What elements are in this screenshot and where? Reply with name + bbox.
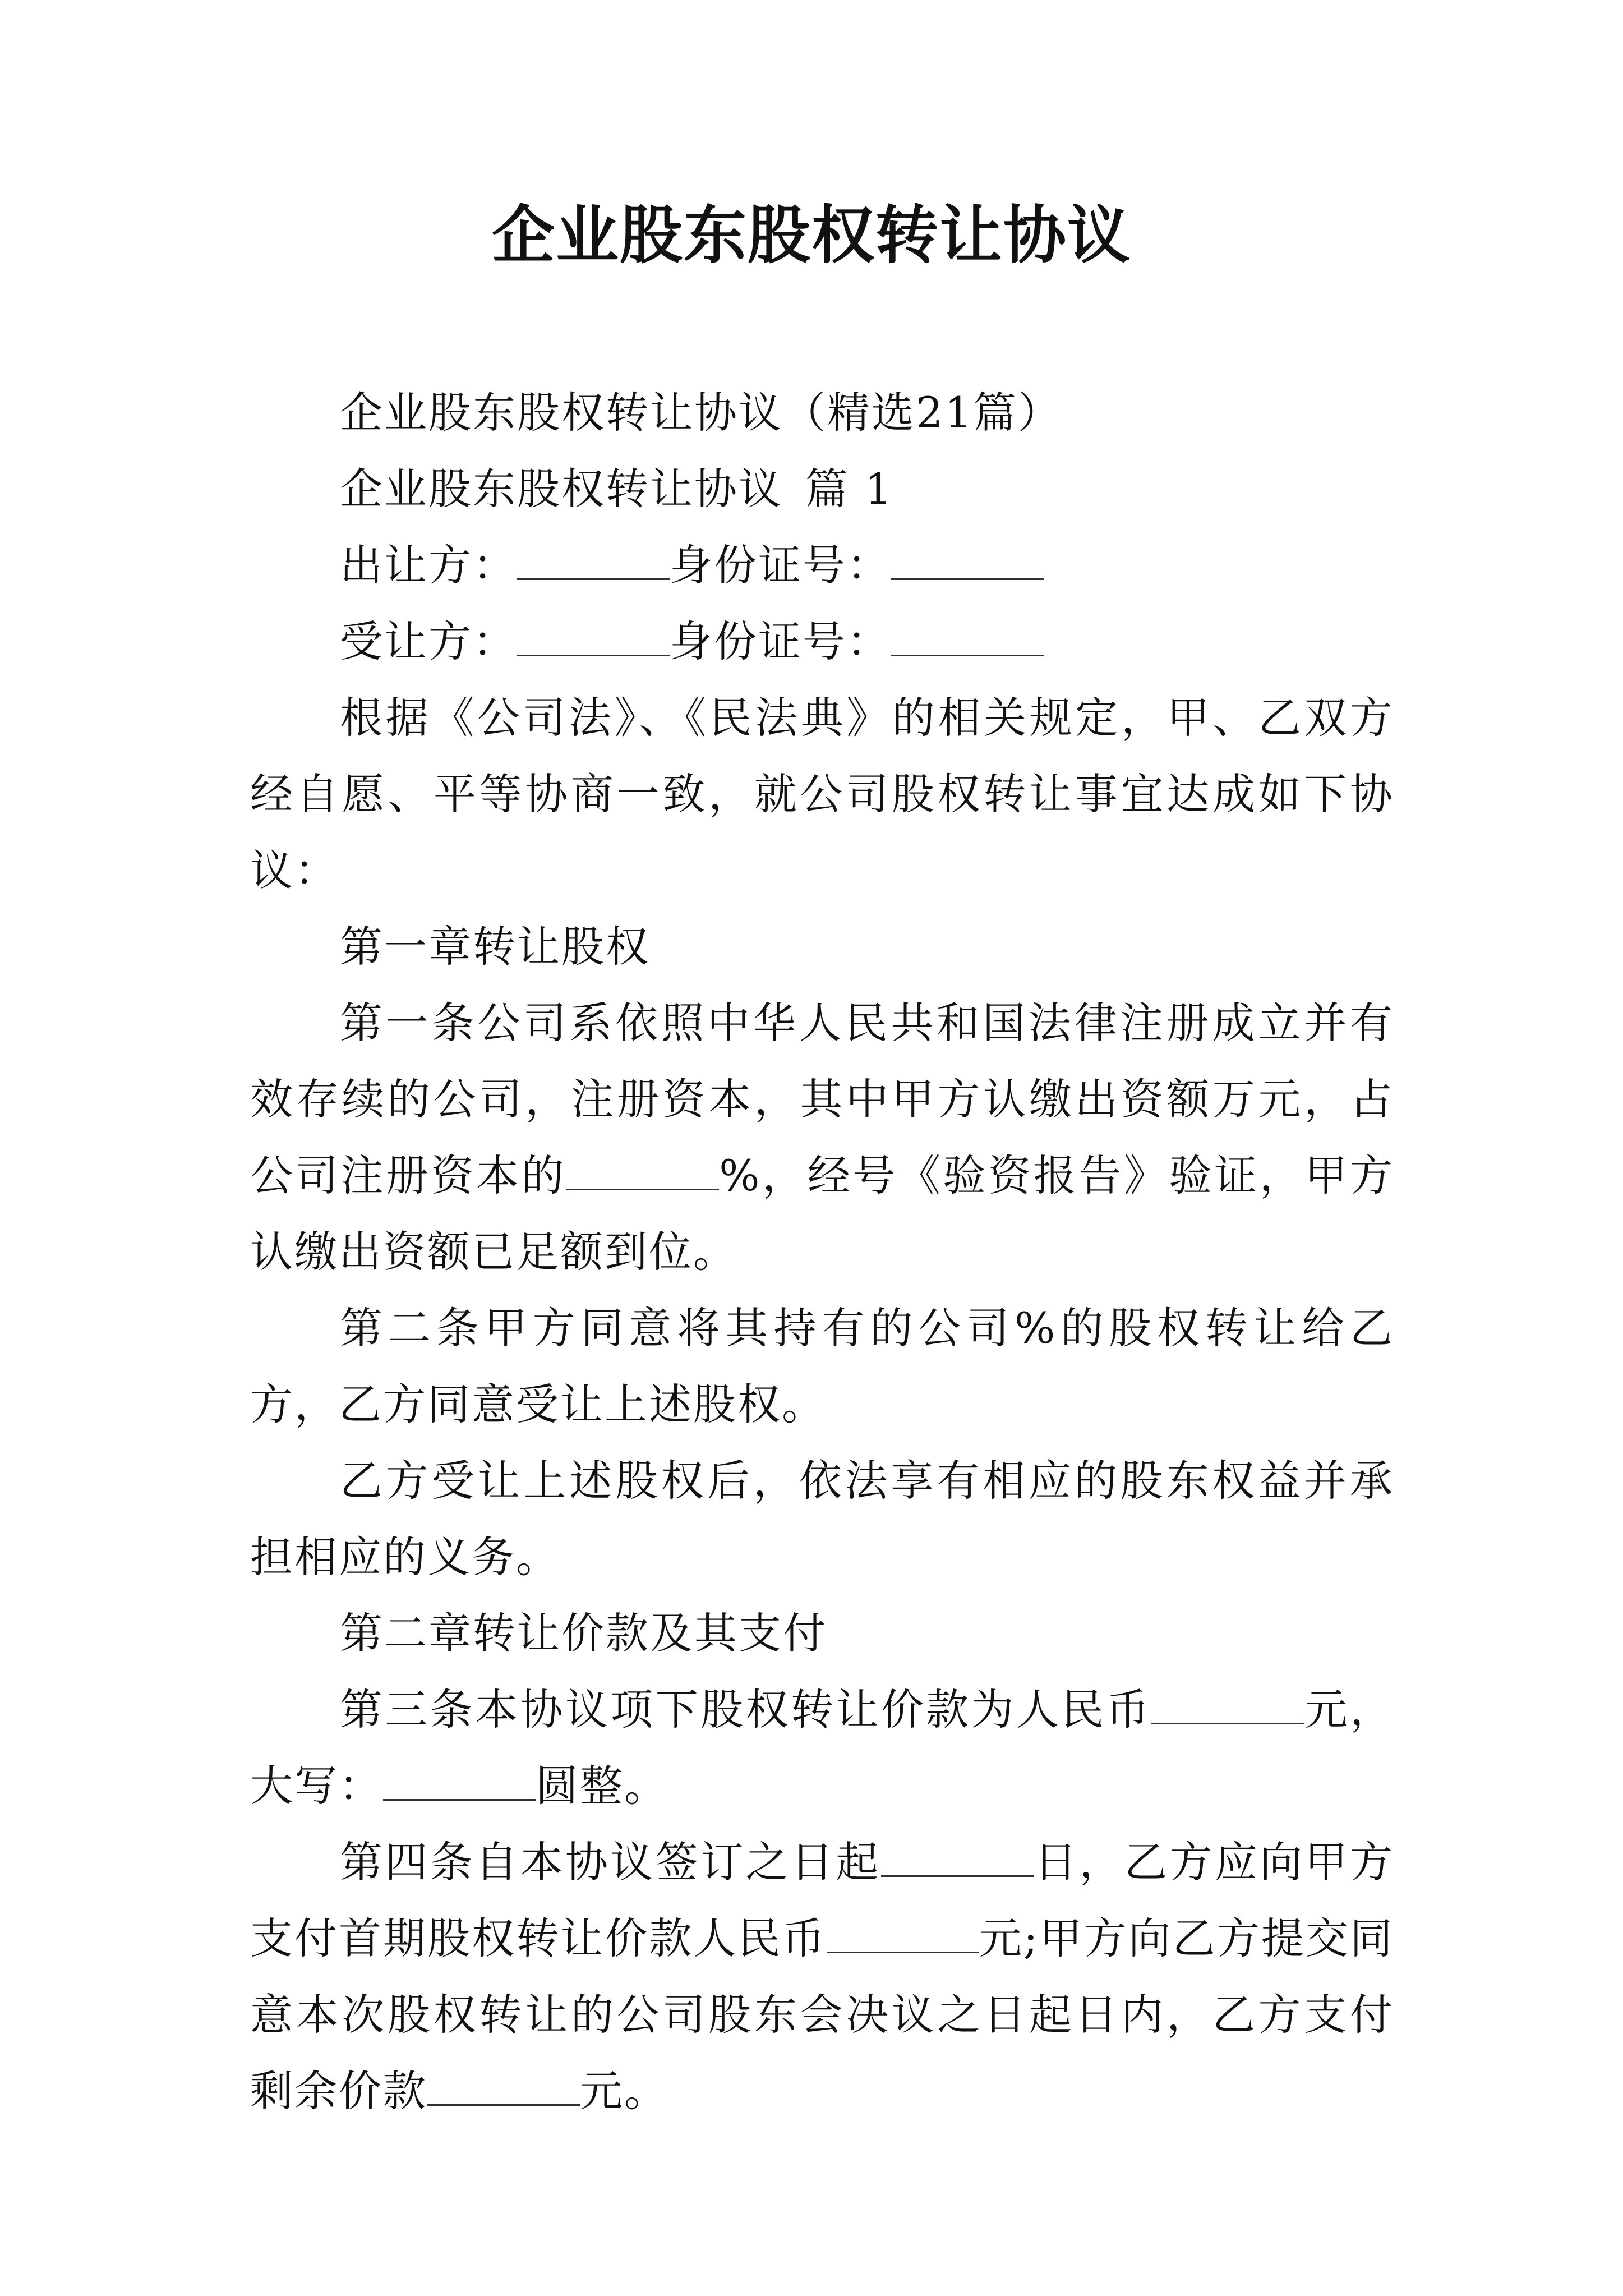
article-2-continuation: 乙方受让上述股权后，依法享有相应的股东权益并承担相应的义务。 <box>250 1456 1394 1582</box>
document-body <box>250 375 1394 2129</box>
article-3-text-c: 圆整。 <box>536 1761 668 1811</box>
days-blank <box>881 1836 1034 1877</box>
transferor-id-label: 身份证号： <box>670 540 891 590</box>
article-4-paragraph <box>250 1824 1394 2129</box>
article-4-text-c: 元;甲方向乙方提交同意本次股权转让的公司股东会决议之日起日内，乙方支付剩余价款 <box>250 1913 1395 2116</box>
transferee-id-label: 身份证号： <box>670 616 891 666</box>
first-payment-blank <box>827 1912 979 1953</box>
price-amount-blank <box>1151 1683 1304 1724</box>
transferee-label: 受让方： <box>340 616 517 666</box>
transferor-name-blank <box>517 539 670 580</box>
transferor-label: 出让方： <box>340 540 517 590</box>
article-4-text-d: 元。 <box>580 2066 668 2116</box>
transferee-line <box>250 604 1394 680</box>
subtitle: 企业股东股权转让协议（精选21篇） <box>340 388 1062 438</box>
article-4-text-a: 第四条自本协议签订之日起 <box>340 1837 881 1887</box>
section-number: 篇 1 <box>805 464 894 514</box>
chapter-2-heading: 第二章转让价款及其支付 <box>340 1608 827 1658</box>
subtitle-line <box>250 375 1394 451</box>
transferor-id-blank <box>891 539 1044 580</box>
chapter-1-heading: 第一章转让股权 <box>340 922 650 972</box>
article-2-paragraph: 第二条甲方同意将其持有的公司%的股权转让给乙方，乙方同意受让上述股权。 <box>250 1303 1394 1429</box>
preamble-paragraph: 根据《公司法》、《民法典》的相关规定，甲、乙双方经自愿、平等协商一致，就公司股权转让事宜达成如下协议： <box>250 693 1394 895</box>
transferee-name-blank <box>517 615 670 656</box>
article-1-paragraph <box>250 985 1394 1290</box>
document-title: 企业股东股权转让协议 <box>492 199 1131 272</box>
article-3-paragraph <box>250 1672 1394 1824</box>
article-3-text-a: 第三条本协议项下股权转让价款为人民币 <box>340 1685 1152 1734</box>
price-words-blank <box>383 1760 536 1801</box>
transferee-id-blank <box>891 615 1044 656</box>
article-4-text-b: 日，乙方应向甲方支付首期股权转让价款人民币 <box>250 1837 1395 1963</box>
article-3-text-b: 元，大写： <box>250 1685 1395 1811</box>
share-percent-blank <box>566 1149 719 1190</box>
section-heading-line <box>250 451 1394 527</box>
article-1-text-a: 第一条公司系依照中华人民共和国法律注册成立并有效存续的公司，注册资本，其中甲方认缴出资额万元，占公司注册资本的 <box>250 998 1394 1200</box>
article-1-text-b: %，经号《验资报告》验证，甲方认缴出资额已足额到位。 <box>250 1151 1395 1277</box>
section-heading: 企业股东股权转让协议 <box>340 464 783 514</box>
transferor-line <box>250 527 1394 604</box>
remaining-payment-blank <box>427 2065 580 2106</box>
